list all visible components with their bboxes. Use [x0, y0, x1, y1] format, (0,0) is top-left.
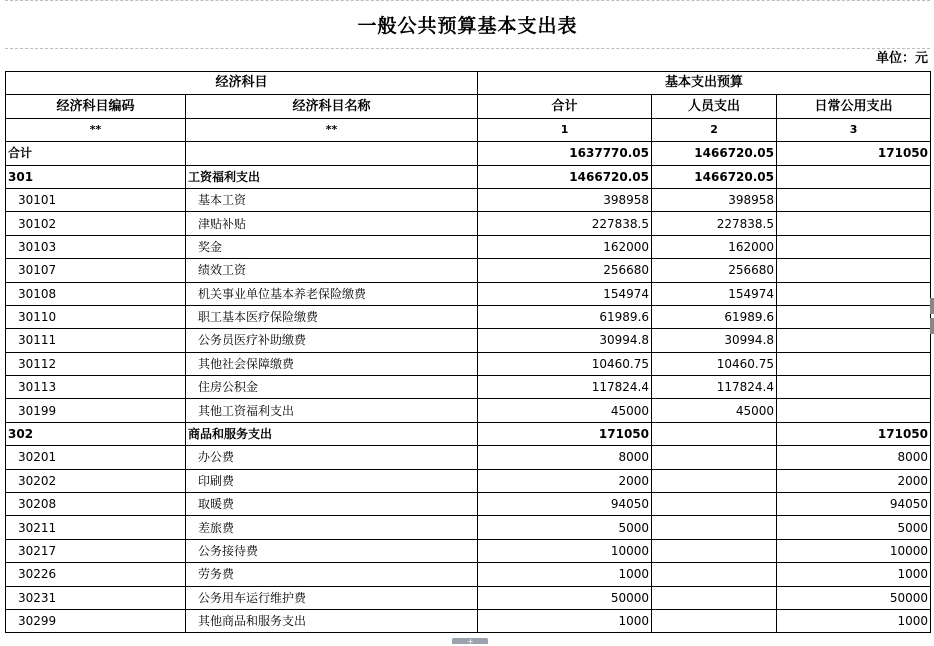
table-row	[6, 422, 931, 445]
cell-code[interactable]: 30112	[6, 352, 186, 375]
cell-personnel[interactable]	[652, 586, 777, 609]
table-row	[6, 329, 931, 352]
cell-total[interactable]: 10000	[478, 539, 652, 562]
cell-name[interactable]: 其他商品和服务支出	[186, 609, 478, 632]
cell-total[interactable]: 10460.75	[478, 352, 652, 375]
cell-daily[interactable]	[777, 165, 931, 188]
cell-personnel[interactable]: 45000	[652, 399, 777, 422]
cell-name[interactable]: 职工基本医疗保险缴费	[186, 305, 478, 328]
cell-daily[interactable]: 1000	[777, 563, 931, 586]
cell-personnel[interactable]	[652, 469, 777, 492]
cell-code[interactable]: 30113	[6, 376, 186, 399]
report-title: 一般公共预算基本支出表	[5, 0, 930, 49]
table-row	[6, 352, 931, 375]
table-row	[6, 235, 931, 258]
cell-total[interactable]: 256680	[478, 259, 652, 282]
cell-personnel[interactable]: 1466720.05	[652, 142, 777, 165]
cell-name[interactable]: 其他社会保障缴费	[186, 352, 478, 375]
cell-total[interactable]: 61989.6	[478, 305, 652, 328]
cell-name[interactable]: 公务用车运行维护费	[186, 586, 478, 609]
cell-code[interactable]: 30299	[6, 609, 186, 632]
cell-total[interactable]: 227838.5	[478, 212, 652, 235]
cell-personnel[interactable]: 61989.6	[652, 305, 777, 328]
table-row	[6, 469, 931, 492]
cell-personnel[interactable]	[652, 539, 777, 562]
cell-name[interactable]: 取暖费	[186, 493, 478, 516]
header-name[interactable]: 经济科目名称	[186, 95, 478, 118]
cell-name[interactable]: 基本工资	[186, 188, 478, 211]
cell-daily[interactable]: 5000	[777, 516, 931, 539]
cell-total[interactable]: 1000	[478, 563, 652, 586]
cell-total[interactable]: 45000	[478, 399, 652, 422]
cell-personnel[interactable]	[652, 563, 777, 586]
header-index-row	[6, 118, 931, 141]
cell-name[interactable]: 印刷费	[186, 469, 478, 492]
cell-total[interactable]: 117824.4	[478, 376, 652, 399]
table-row	[6, 305, 931, 328]
index-code[interactable]: **	[6, 118, 186, 141]
cell-daily[interactable]	[777, 212, 931, 235]
cell-code[interactable]: 30101	[6, 188, 186, 211]
cell-daily[interactable]: 2000	[777, 469, 931, 492]
cell-personnel[interactable]	[652, 493, 777, 516]
cell-name[interactable]: 办公费	[186, 446, 478, 469]
cell-personnel[interactable]	[652, 446, 777, 469]
cell-daily[interactable]	[777, 188, 931, 211]
cell-personnel[interactable]: 30994.8	[652, 329, 777, 352]
cell-name[interactable]: 津贴补贴	[186, 212, 478, 235]
cell-name[interactable]: 其他工资福利支出	[186, 399, 478, 422]
cell-code[interactable]: 30211	[6, 516, 186, 539]
unit-label	[5, 48, 930, 70]
table-row	[6, 376, 931, 399]
cell-code[interactable]: 30102	[6, 212, 186, 235]
cell-code[interactable]: 301	[6, 165, 186, 188]
cell-code[interactable]: 302	[6, 422, 186, 445]
header-daily[interactable]: 日常公用支出	[777, 95, 931, 118]
cell-daily[interactable]	[777, 282, 931, 305]
resize-handle[interactable]	[930, 318, 934, 334]
cell-code[interactable]: 30111	[6, 329, 186, 352]
cell-name[interactable]: 公务接待费	[186, 539, 478, 562]
cell-personnel[interactable]	[652, 516, 777, 539]
cell-daily[interactable]	[777, 352, 931, 375]
cell-code[interactable]: 30226	[6, 563, 186, 586]
resize-handle[interactable]	[930, 298, 934, 314]
sheet-scroll-tab[interactable]	[452, 638, 488, 644]
cell-personnel[interactable]: 10460.75	[652, 352, 777, 375]
spreadsheet-sheet	[5, 0, 930, 644]
cell-name[interactable]: 住房公积金	[186, 376, 478, 399]
table-row	[6, 259, 931, 282]
cell-total[interactable]: 30994.8	[478, 329, 652, 352]
cell-name[interactable]: 奖金	[186, 235, 478, 258]
cell-personnel[interactable]: 162000	[652, 235, 777, 258]
table-row	[6, 399, 931, 422]
cell-total[interactable]: 154974	[478, 282, 652, 305]
header-columns-row	[6, 95, 931, 118]
cell-personnel[interactable]	[652, 422, 777, 445]
cell-daily[interactable]: 171050	[777, 142, 931, 165]
cell-daily[interactable]: 10000	[777, 539, 931, 562]
cell-code[interactable]: 30103	[6, 235, 186, 258]
cell-daily[interactable]	[777, 259, 931, 282]
cell-code[interactable]: 合计	[6, 142, 186, 165]
table-row	[6, 516, 931, 539]
header-basic-budget[interactable]: 基本支出预算	[478, 72, 931, 95]
cell-name[interactable]	[186, 142, 478, 165]
cell-total[interactable]: 162000	[478, 235, 652, 258]
table-row	[6, 282, 931, 305]
cell-daily[interactable]: 94050	[777, 493, 931, 516]
header-total[interactable]: 合计	[478, 95, 652, 118]
cell-code[interactable]: 30202	[6, 469, 186, 492]
table-row	[6, 188, 931, 211]
cell-code[interactable]: 30108	[6, 282, 186, 305]
cell-personnel[interactable]: 256680	[652, 259, 777, 282]
cell-name[interactable]: 工资福利支出	[186, 165, 478, 188]
cell-code[interactable]: 30110	[6, 305, 186, 328]
cell-personnel[interactable]: 227838.5	[652, 212, 777, 235]
cell-daily[interactable]	[777, 235, 931, 258]
header-economic-subject[interactable]: 经济科目	[6, 72, 478, 95]
cell-personnel[interactable]	[652, 609, 777, 632]
cell-total[interactable]: 1637770.05	[478, 142, 652, 165]
cell-code[interactable]: 30199	[6, 399, 186, 422]
cell-personnel[interactable]: 398958	[652, 188, 777, 211]
cell-total[interactable]: 8000	[478, 446, 652, 469]
table-row	[6, 142, 931, 165]
cell-total[interactable]: 1466720.05	[478, 165, 652, 188]
cell-name[interactable]: 机关事业单位基本养老保险缴费	[186, 282, 478, 305]
table-row	[6, 212, 931, 235]
cell-daily[interactable]: 8000	[777, 446, 931, 469]
table-row	[6, 539, 931, 562]
table-row	[6, 609, 931, 632]
cell-total[interactable]: 5000	[478, 516, 652, 539]
cell-total[interactable]: 2000	[478, 469, 652, 492]
header-group-row	[6, 72, 931, 95]
header-code[interactable]: 经济科目编码	[6, 95, 186, 118]
cell-total[interactable]: 171050	[478, 422, 652, 445]
cell-total[interactable]: 1000	[478, 609, 652, 632]
cell-daily[interactable]	[777, 376, 931, 399]
cell-daily[interactable]	[777, 305, 931, 328]
cell-daily[interactable]: 171050	[777, 422, 931, 445]
plus-icon: +	[467, 637, 474, 646]
cell-total[interactable]: 398958	[478, 188, 652, 211]
cell-code[interactable]: 30201	[6, 446, 186, 469]
cell-personnel[interactable]: 117824.4	[652, 376, 777, 399]
unit-text: 单位：元	[875, 51, 928, 66]
cell-name[interactable]: 公务员医疗补助缴费	[186, 329, 478, 352]
cell-name[interactable]: 差旅费	[186, 516, 478, 539]
table-row	[6, 586, 931, 609]
cell-code[interactable]: 30208	[6, 493, 186, 516]
cell-total[interactable]: 50000	[478, 586, 652, 609]
cell-name[interactable]: 劳务费	[186, 563, 478, 586]
cell-code[interactable]: 30217	[6, 539, 186, 562]
cell-daily[interactable]: 50000	[777, 586, 931, 609]
cell-daily[interactable]	[777, 329, 931, 352]
index-daily[interactable]: 3	[777, 118, 931, 141]
cell-code[interactable]: 30231	[6, 586, 186, 609]
table-row	[6, 493, 931, 516]
cell-personnel[interactable]: 1466720.05	[652, 165, 777, 188]
table-row	[6, 563, 931, 586]
budget-table	[5, 71, 931, 633]
cell-daily[interactable]	[777, 399, 931, 422]
cell-daily[interactable]: 1000	[777, 609, 931, 632]
cell-total[interactable]: 94050	[478, 493, 652, 516]
cell-personnel[interactable]: 154974	[652, 282, 777, 305]
table-row	[6, 165, 931, 188]
index-name[interactable]: **	[186, 118, 478, 141]
header-personnel[interactable]: 人员支出	[652, 95, 777, 118]
index-total[interactable]: 1	[478, 118, 652, 141]
cell-name[interactable]: 绩效工资	[186, 259, 478, 282]
cell-name[interactable]: 商品和服务支出	[186, 422, 478, 445]
index-personnel[interactable]: 2	[652, 118, 777, 141]
table-row	[6, 446, 931, 469]
cell-code[interactable]: 30107	[6, 259, 186, 282]
